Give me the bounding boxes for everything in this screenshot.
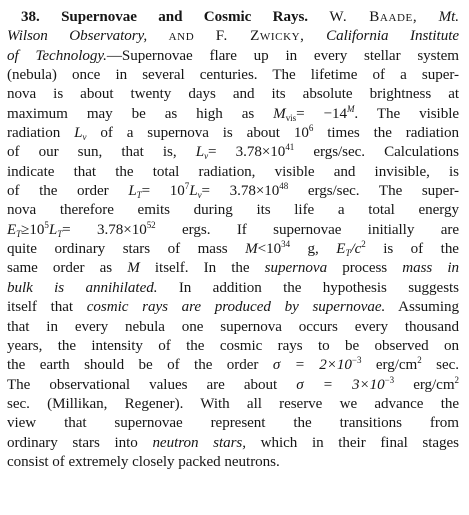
text-line-18: years, the intensity of the cosmic rays to be observed on — [7, 337, 459, 354]
text-line-21: sec. (Millikan, Regener). With all reserve we advance the — [7, 395, 459, 412]
text-line-12: $E_T\ge 10^5L_T= 3.78\times 10^{52}$ ergs. If supernovae initially are — [7, 219, 459, 239]
text-line-10: of the order $L_T= 10^7L_\nu= 3.78\times 10^{48}$ ergs/sec. The super- — [7, 181, 459, 201]
text-line-14: same order as M itself. In the supernova process mass in — [7, 260, 459, 277]
text-line-22: view that supernovae represent the transitions from — [7, 415, 459, 432]
affiliation-mt-wilson-part1: Mt. — [438, 9, 459, 25]
text-line-24: consist of extremely closely packed neutrons. — [7, 453, 280, 470]
affiliation-caltech-part1: California Institute — [326, 28, 459, 45]
text-line-9: indicate that the total radiation, visible and invisible, is — [7, 163, 459, 180]
and-word: and — [168, 28, 195, 45]
text-line-1 — [7, 8, 459, 27]
author-baade: W. Baade, — [329, 9, 418, 25]
em-dash: — — [106, 47, 122, 64]
text-line-3: of Technology.—Supernovae flare up in every stellar system — [7, 47, 459, 64]
text-line-17: that in every nebula one supernova occurs every thousand — [7, 318, 459, 335]
affiliation-mt-wilson-part2: Wilson Observatory, — [7, 28, 148, 45]
text-line-23: ordinary stars into neutron stars, which in their final stages — [7, 434, 459, 451]
text-line-5: nova is about twenty days and its absolute brightness at — [7, 86, 459, 103]
text-line-6: maximum may be as high as $M_{vis}= -14^M$. The visible — [7, 103, 459, 123]
text-line-16: itself that cosmic rays are produced by supernovae. Assuming — [7, 299, 459, 316]
text-line-13: quite ordinary stars of mass $M<10^{34}$ g, $E_T/c^2$ is of the — [7, 239, 459, 259]
text-line-20: The observational values are about $\sigma = 3\times 10^{-3}$ erg/$cm^2$ — [7, 374, 459, 393]
text-line-7: radiation $L_\nu$ of a supernova is about $10^6$ times the radiation — [7, 123, 460, 143]
abstract-paragraph — [7, 8, 459, 472]
article-title: Supernovae and Cosmic Rays. — [61, 9, 309, 25]
text-line-2 — [7, 27, 459, 46]
text-line-15: bulk is annihilated. In addition the hypothesis suggests — [7, 279, 459, 296]
article-number: 38. — [21, 9, 40, 25]
text-line-8: of our sun, that is, $L_\nu= 3.78\times 10^{41}$ ergs/sec. Calculations — [7, 142, 459, 162]
author-zwicky: F. Zwicky, — [215, 28, 305, 45]
text-line-19: the earth should be of the order $\sigma = 2\times 10^{-3}$ erg/$cm^2$ sec. — [7, 355, 459, 374]
affiliation-caltech-part2: of Technology. — [7, 47, 107, 64]
text-line-11: nova therefore emits during its life a total energy — [7, 202, 459, 219]
text-line-4: (nebula) once in several centuries. The lifetime of a super- — [7, 67, 459, 84]
